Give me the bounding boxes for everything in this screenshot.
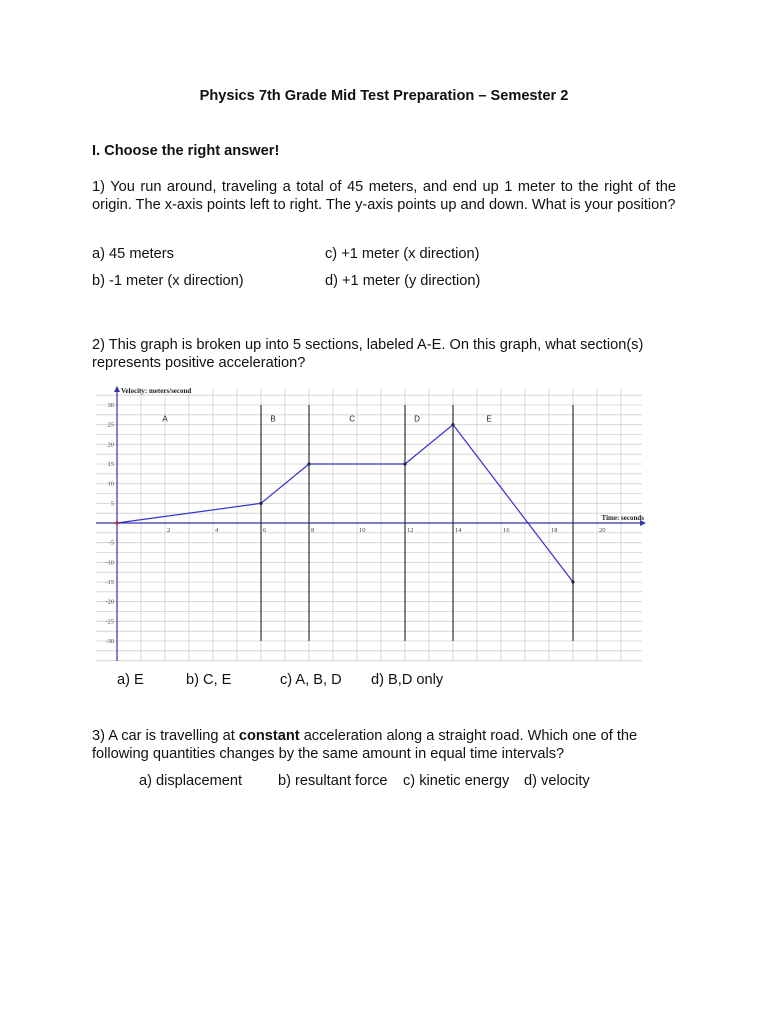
- q3-text-before: 3) A car is travelling at: [92, 728, 239, 744]
- x-tick-label: 12: [407, 527, 414, 534]
- q3-option-c[interactable]: c) kinetic energy: [403, 773, 510, 789]
- y-tick-label: 20: [107, 441, 114, 449]
- q3-option-d[interactable]: d) velocity: [524, 773, 590, 789]
- y-tick-label: -15: [105, 579, 114, 586]
- y-axis-label: Velocity: meters/second: [121, 387, 192, 395]
- section-label: D: [414, 414, 420, 424]
- q3-option-a[interactable]: a) displacement: [139, 773, 243, 789]
- y-tick-label: 5: [110, 500, 114, 508]
- y-tick-label: 15: [107, 461, 114, 468]
- q3-text-after: acceleration along a straight road. Which one of the following quantities changes by the same amount in equal time intervals?: [92, 728, 638, 762]
- x-tick-label: 14: [455, 527, 462, 534]
- q1-option-c[interactable]: c) +1 meter (x direction): [325, 246, 480, 262]
- x-tick-label: 6: [263, 527, 267, 534]
- y-tick-label: -20: [105, 598, 114, 606]
- x-tick-label: 4: [215, 527, 219, 534]
- q3-option-b[interactable]: b) resultant force: [278, 773, 388, 789]
- data-point: [259, 502, 262, 505]
- section-label: A: [162, 414, 168, 424]
- plot-background: [96, 389, 642, 661]
- data-point: [451, 423, 454, 426]
- y-tick-label: -25: [105, 618, 114, 626]
- y-tick-label: 30: [107, 402, 114, 409]
- q1-option-a[interactable]: a) 45 meters: [92, 246, 174, 262]
- section-heading: I. Choose the right answer!: [92, 143, 280, 159]
- x-axis-label: Time: seconds: [601, 514, 644, 522]
- question-3-text: [92, 727, 676, 763]
- data-point: [307, 462, 310, 465]
- q2-option-d[interactable]: d) B,D only: [371, 672, 444, 688]
- q2-option-c[interactable]: c) A, B, D: [280, 672, 342, 688]
- q2-option-b[interactable]: b) C, E: [186, 672, 232, 688]
- q1-option-b[interactable]: b) -1 meter (x direction): [92, 273, 244, 289]
- velocity-time-graph: [92, 383, 646, 665]
- y-tick-label: 10: [107, 480, 114, 488]
- question-2-text: 2) This graph is broken up into 5 sections, labeled A-E. On this graph, what section(s) represents positive acceleration?: [92, 337, 644, 371]
- y-tick-label: 25: [107, 421, 114, 429]
- x-tick-label: 8: [311, 527, 315, 534]
- x-tick-label: 18: [551, 527, 558, 534]
- section-label: E: [486, 414, 492, 424]
- y-tick-label: -5: [108, 539, 114, 547]
- y-tick-label: -30: [105, 638, 114, 645]
- question-1-text: 1) You run around, traveling a total of 45 meters, and end up 1 meter to the right of the origin. The x-axis points left to right. The y-axis points up and down. What is your position?: [92, 179, 676, 213]
- data-point: [403, 462, 406, 465]
- data-point: [115, 521, 118, 524]
- x-tick-label: 16: [503, 527, 510, 534]
- x-tick-label: 2: [167, 527, 171, 534]
- q3-text-bold: constant: [238, 728, 300, 744]
- x-tick-label: 20: [599, 527, 606, 534]
- section-label: C: [349, 414, 356, 424]
- q2-option-a[interactable]: a) E: [117, 672, 144, 688]
- y-tick-label: -10: [105, 559, 114, 567]
- section-label: B: [270, 414, 276, 424]
- data-point: [571, 580, 574, 583]
- q1-option-d[interactable]: d) +1 meter (y direction): [325, 273, 481, 289]
- x-tick-label: 10: [359, 527, 366, 534]
- page-title: Physics 7th Grade Mid Test Preparation – Semester 2: [199, 88, 569, 104]
